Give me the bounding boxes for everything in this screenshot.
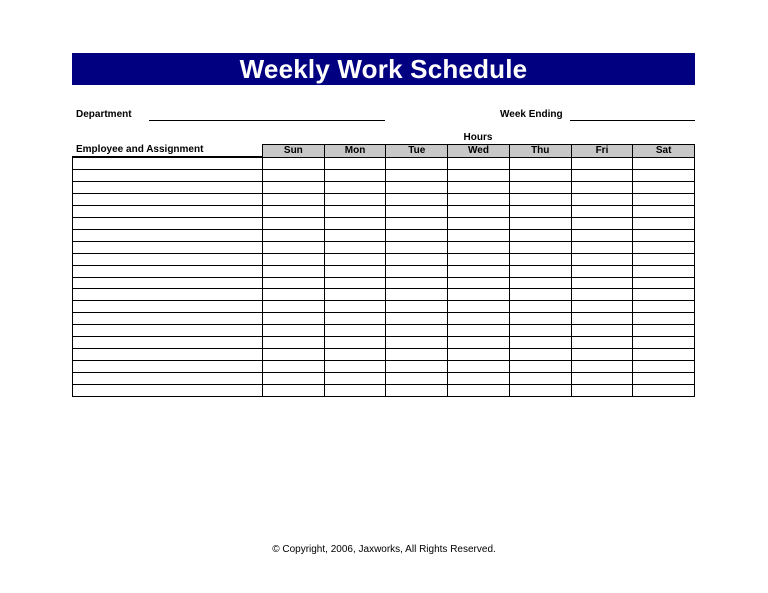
hours-cell-wed[interactable] — [448, 266, 510, 277]
table-row — [73, 325, 694, 337]
hours-cell-sun[interactable] — [263, 254, 325, 265]
hours-cell-thu[interactable] — [510, 170, 572, 181]
hours-cell-fri[interactable] — [572, 254, 634, 265]
employee-cell[interactable] — [73, 325, 263, 336]
employee-cell[interactable] — [73, 349, 263, 360]
hours-cell-tue[interactable] — [386, 218, 448, 229]
day-header-wed: Wed — [448, 145, 510, 157]
hours-cell-fri[interactable] — [572, 337, 634, 348]
hours-cell-fri[interactable] — [572, 278, 634, 289]
hours-cell-thu[interactable] — [510, 301, 572, 312]
department-field[interactable] — [149, 120, 385, 121]
hours-cell-sat[interactable] — [633, 301, 694, 312]
hours-cell-wed[interactable] — [448, 325, 510, 336]
hours-cell-fri[interactable] — [572, 182, 634, 193]
hours-cell-fri[interactable] — [572, 242, 634, 253]
hours-cell-tue[interactable] — [386, 385, 448, 396]
hours-cell-mon[interactable] — [325, 218, 387, 229]
hours-cell-mon[interactable] — [325, 301, 387, 312]
employee-cell[interactable] — [73, 313, 263, 324]
hours-cell-tue[interactable] — [386, 325, 448, 336]
day-header-thu: Thu — [510, 145, 572, 157]
employee-assignment-header: Employee and Assignment — [76, 144, 204, 155]
hours-cell-thu[interactable] — [510, 206, 572, 217]
hours-label: Hours — [463, 132, 493, 143]
employee-cell[interactable] — [73, 254, 263, 265]
table-row — [73, 289, 694, 301]
hours-cell-mon[interactable] — [325, 313, 387, 324]
hours-cell-sun[interactable] — [263, 349, 325, 360]
employee-cell[interactable] — [73, 242, 263, 253]
day-header-fri: Fri — [572, 145, 634, 157]
day-header-mon: Mon — [325, 145, 387, 157]
hours-cell-tue[interactable] — [386, 254, 448, 265]
hours-cell-thu[interactable] — [510, 349, 572, 360]
hours-cell-fri[interactable] — [572, 349, 634, 360]
hours-cell-sat[interactable] — [633, 230, 694, 241]
hours-cell-sat[interactable] — [633, 337, 694, 348]
hours-cell-tue[interactable] — [386, 301, 448, 312]
hours-cell-sun[interactable] — [263, 301, 325, 312]
hours-cell-mon[interactable] — [325, 170, 387, 181]
employee-cell[interactable] — [73, 266, 263, 277]
hours-cell-sun[interactable] — [263, 194, 325, 205]
employee-cell[interactable] — [73, 337, 263, 348]
hours-cell-sat[interactable] — [633, 206, 694, 217]
hours-cell-tue[interactable] — [386, 194, 448, 205]
employee-cell[interactable] — [73, 194, 263, 205]
hours-cell-sat[interactable] — [633, 182, 694, 193]
hours-cell-sat[interactable] — [633, 218, 694, 229]
hours-cell-thu[interactable] — [510, 182, 572, 193]
hours-cell-sun[interactable] — [263, 289, 325, 300]
hours-cell-mon[interactable] — [325, 325, 387, 336]
table-row — [73, 206, 694, 218]
hours-cell-mon[interactable] — [325, 289, 387, 300]
hours-cell-fri[interactable] — [572, 325, 634, 336]
table-row — [73, 182, 694, 194]
day-header-row — [262, 144, 695, 158]
employee-cell[interactable] — [73, 170, 263, 181]
hours-cell-fri[interactable] — [572, 170, 634, 181]
table-row — [73, 194, 694, 206]
table-row — [73, 218, 694, 230]
employee-cell[interactable] — [73, 230, 263, 241]
employee-cell[interactable] — [73, 361, 263, 372]
hours-cell-sat[interactable] — [633, 385, 694, 396]
hours-cell-wed[interactable] — [448, 230, 510, 241]
table-row — [73, 361, 694, 373]
hours-cell-mon[interactable] — [325, 337, 387, 348]
schedule-grid — [72, 157, 695, 397]
table-row — [73, 301, 694, 313]
hours-cell-thu[interactable] — [510, 242, 572, 253]
hours-cell-wed[interactable] — [448, 194, 510, 205]
employee-cell[interactable] — [73, 158, 263, 169]
hours-cell-fri[interactable] — [572, 194, 634, 205]
hours-cell-mon[interactable] — [325, 182, 387, 193]
day-header-tue: Tue — [386, 145, 448, 157]
employee-cell[interactable] — [73, 289, 263, 300]
hours-cell-sun[interactable] — [263, 218, 325, 229]
table-row — [73, 373, 694, 385]
hours-cell-tue[interactable] — [386, 266, 448, 277]
hours-cell-sat[interactable] — [633, 325, 694, 336]
employee-cell[interactable] — [73, 182, 263, 193]
hours-cell-thu[interactable] — [510, 158, 572, 169]
hours-cell-wed[interactable] — [448, 313, 510, 324]
hours-cell-fri[interactable] — [572, 301, 634, 312]
employee-cell[interactable] — [73, 278, 263, 289]
hours-cell-sun[interactable] — [263, 230, 325, 241]
hours-cell-sun[interactable] — [263, 278, 325, 289]
hours-cell-thu[interactable] — [510, 325, 572, 336]
table-row — [73, 254, 694, 266]
hours-cell-fri[interactable] — [572, 158, 634, 169]
hours-cell-thu[interactable] — [510, 254, 572, 265]
hours-cell-wed[interactable] — [448, 289, 510, 300]
hours-cell-mon[interactable] — [325, 194, 387, 205]
hours-cell-sun[interactable] — [263, 182, 325, 193]
employee-cell[interactable] — [73, 385, 263, 396]
table-row — [73, 158, 694, 170]
hours-cell-wed[interactable] — [448, 254, 510, 265]
table-row — [73, 337, 694, 349]
employee-cell[interactable] — [73, 206, 263, 217]
hours-cell-wed[interactable] — [448, 218, 510, 229]
hours-cell-mon[interactable] — [325, 242, 387, 253]
hours-cell-sun[interactable] — [263, 158, 325, 169]
hours-cell-tue[interactable] — [386, 313, 448, 324]
hours-cell-tue[interactable] — [386, 158, 448, 169]
hours-cell-fri[interactable] — [572, 385, 634, 396]
hours-cell-sat[interactable] — [633, 361, 694, 372]
hours-cell-thu[interactable] — [510, 194, 572, 205]
hours-cell-sun[interactable] — [263, 325, 325, 336]
hours-cell-wed[interactable] — [448, 206, 510, 217]
hours-cell-thu[interactable] — [510, 373, 572, 384]
department-label: Department — [76, 109, 132, 120]
hours-cell-wed[interactable] — [448, 301, 510, 312]
hours-cell-sat[interactable] — [633, 289, 694, 300]
hours-cell-fri[interactable] — [572, 206, 634, 217]
hours-cell-sat[interactable] — [633, 313, 694, 324]
employee-cell[interactable] — [73, 301, 263, 312]
hours-cell-sat[interactable] — [633, 254, 694, 265]
hours-cell-sat[interactable] — [633, 349, 694, 360]
hours-cell-tue[interactable] — [386, 230, 448, 241]
hours-cell-thu[interactable] — [510, 278, 572, 289]
hours-cell-mon[interactable] — [325, 266, 387, 277]
day-header-sat: Sat — [655, 145, 672, 156]
week-ending-field[interactable] — [570, 120, 695, 121]
hours-cell-tue[interactable] — [386, 170, 448, 181]
hours-cell-tue[interactable] — [386, 182, 448, 193]
table-row — [73, 385, 694, 396]
hours-cell-tue[interactable] — [386, 289, 448, 300]
hours-cell-sat[interactable] — [633, 158, 694, 169]
hours-cell-sat[interactable] — [633, 373, 694, 384]
hours-cell-mon[interactable] — [325, 254, 387, 265]
hours-cell-thu[interactable] — [510, 313, 572, 324]
hours-cell-wed[interactable] — [448, 170, 510, 181]
hours-cell-fri[interactable] — [572, 361, 634, 372]
hours-cell-tue[interactable] — [386, 349, 448, 360]
hours-cell-thu[interactable] — [510, 385, 572, 396]
hours-cell-mon[interactable] — [325, 158, 387, 169]
hours-cell-tue[interactable] — [386, 278, 448, 289]
employee-cell[interactable] — [73, 373, 263, 384]
table-row — [73, 313, 694, 325]
hours-cell-thu[interactable] — [510, 337, 572, 348]
hours-cell-sat[interactable] — [633, 194, 694, 205]
hours-cell-fri[interactable] — [572, 230, 634, 241]
hours-cell-sat[interactable] — [633, 266, 694, 277]
table-row — [73, 170, 694, 182]
hours-cell-sat[interactable] — [633, 278, 694, 289]
day-header-sun: Sun — [263, 145, 325, 157]
hours-cell-wed[interactable] — [448, 385, 510, 396]
hours-cell-sun[interactable] — [263, 361, 325, 372]
hours-cell-mon[interactable] — [325, 373, 387, 384]
hours-cell-mon[interactable] — [325, 361, 387, 372]
hours-cell-fri[interactable] — [572, 313, 634, 324]
hours-cell-sun[interactable] — [263, 313, 325, 324]
hours-cell-wed[interactable] — [448, 278, 510, 289]
hours-cell-thu[interactable] — [510, 230, 572, 241]
hours-cell-mon[interactable] — [325, 206, 387, 217]
hours-cell-sun[interactable] — [263, 206, 325, 217]
hours-cell-thu[interactable] — [510, 218, 572, 229]
hours-cell-wed[interactable] — [448, 337, 510, 348]
hours-cell-thu[interactable] — [510, 289, 572, 300]
hours-cell-wed[interactable] — [448, 182, 510, 193]
hours-cell-tue[interactable] — [386, 242, 448, 253]
hours-cell-sun[interactable] — [263, 170, 325, 181]
week-ending-label: Week Ending — [500, 109, 563, 120]
hours-cell-mon[interactable] — [325, 385, 387, 396]
hours-cell-thu[interactable] — [510, 361, 572, 372]
hours-cell-tue[interactable] — [386, 206, 448, 217]
table-row — [73, 349, 694, 361]
hours-cell-sun[interactable] — [263, 373, 325, 384]
hours-cell-fri[interactable] — [572, 289, 634, 300]
hours-cell-tue[interactable] — [386, 373, 448, 384]
hours-cell-sun[interactable] — [263, 266, 325, 277]
hours-cell-sun[interactable] — [263, 385, 325, 396]
hours-cell-wed[interactable] — [448, 361, 510, 372]
hours-cell-wed[interactable] — [448, 242, 510, 253]
employee-cell[interactable] — [73, 218, 263, 229]
table-row — [73, 242, 694, 254]
hours-cell-sun[interactable] — [263, 242, 325, 253]
hours-cell-fri[interactable] — [572, 373, 634, 384]
hours-cell-sat[interactable] — [633, 242, 694, 253]
table-row — [73, 278, 694, 290]
hours-cell-sun[interactable] — [263, 337, 325, 348]
hours-cell-wed[interactable] — [448, 349, 510, 360]
hours-cell-fri[interactable] — [572, 218, 634, 229]
copyright-footer: © Copyright, 2006, Jaxworks, All Rights Reserved. — [272, 544, 496, 555]
hours-cell-mon[interactable] — [325, 349, 387, 360]
page-title: Weekly Work Schedule — [72, 53, 695, 85]
hours-cell-thu[interactable] — [510, 266, 572, 277]
hours-cell-tue[interactable] — [386, 361, 448, 372]
table-row — [73, 230, 694, 242]
hours-cell-fri[interactable] — [572, 266, 634, 277]
table-row — [73, 266, 694, 278]
hours-cell-wed[interactable] — [448, 158, 510, 169]
hours-cell-mon[interactable] — [325, 230, 387, 241]
hours-cell-wed[interactable] — [448, 373, 510, 384]
hours-cell-mon[interactable] — [325, 278, 387, 289]
hours-cell-sat[interactable] — [633, 170, 694, 181]
hours-cell-tue[interactable] — [386, 337, 448, 348]
